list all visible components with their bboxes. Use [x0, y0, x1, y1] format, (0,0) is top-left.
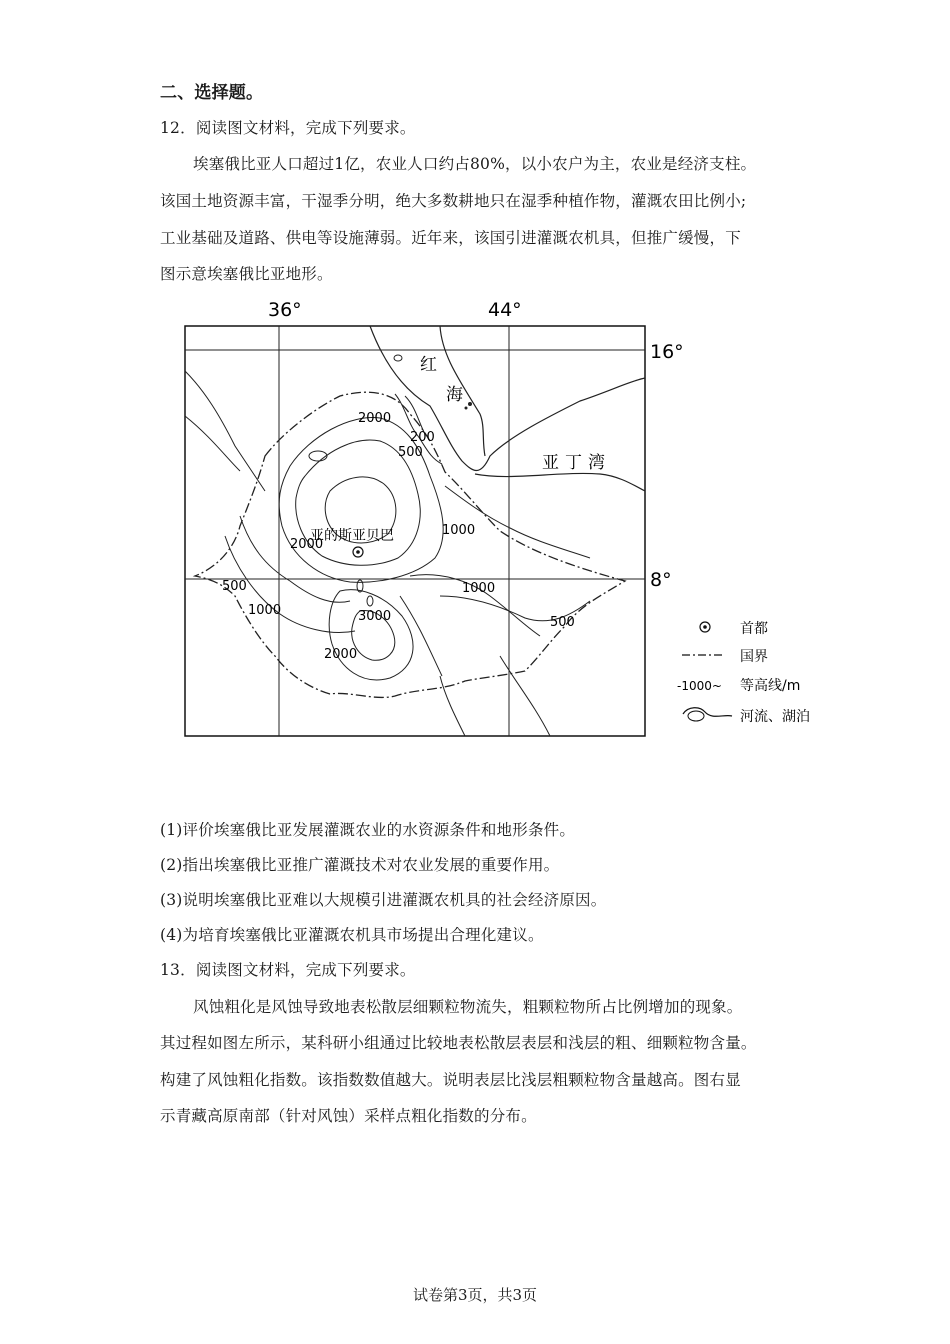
- capital-label: 亚的斯亚贝巴: [310, 528, 394, 544]
- q12-paragraph-line: 图示意埃塞俄比亚地形。: [160, 265, 333, 283]
- contour-line: [405, 396, 424, 432]
- sea-label-gulf-of-aden: 亚丁湾: [542, 453, 611, 473]
- q12-paragraph-line: 工业基础及道路、供电等设施薄弱。近年来，该国引进灌溉农机具，但推广缓慢，下: [160, 229, 741, 247]
- river: [185, 371, 265, 491]
- capital-marker-dot: [356, 550, 360, 554]
- legend-contour-sample: -1000~: [677, 679, 722, 693]
- lake: [309, 451, 327, 461]
- contour-value: 2000: [358, 411, 392, 426]
- contour-value: 1000: [248, 603, 282, 618]
- q12-subquestion-4: (4)为培育埃塞俄比亚灌溉农机具市场提出合理化建议。: [160, 926, 544, 944]
- contour-value: 2000: [290, 537, 324, 552]
- river: [400, 596, 442, 676]
- legend-capital-label: 首都: [740, 621, 768, 637]
- lat-label-8: 8°: [650, 569, 672, 591]
- lon-label-36: 36°: [268, 299, 302, 321]
- lake: [394, 355, 402, 361]
- sea-label-sea: 海: [446, 385, 463, 405]
- q13-paragraph-line: 风蚀粗化是风蚀导致地表松散层细颗粒物流失，粗颗粒物所占比例增加的现象。: [193, 998, 743, 1016]
- island: [465, 407, 468, 410]
- map-frame: [185, 326, 645, 736]
- legend-contour-label: 等高线/m: [740, 678, 801, 694]
- lake: [367, 596, 373, 606]
- q12-subquestion-3: (3)说明埃塞俄比亚难以大规模引进灌溉农机具的社会经济原因。: [160, 891, 607, 909]
- contour-value: 500: [398, 445, 423, 460]
- river: [185, 416, 240, 471]
- river: [500, 656, 550, 736]
- contour-value: 1000: [462, 581, 496, 596]
- contour-value: 1000: [442, 523, 476, 538]
- contour-line: [329, 590, 413, 680]
- q12-subquestion-2: (2)指出埃塞俄比亚推广灌溉技术对农业发展的重要作用。: [160, 856, 560, 874]
- q13-paragraph-line: 示青藏高原南部（针对风蚀）采样点粗化指数的分布。: [160, 1107, 537, 1125]
- contour-value: 500: [550, 615, 575, 630]
- legend-river-lake-label: 河流、湖泊: [740, 709, 810, 725]
- map-legend: [677, 621, 810, 725]
- q12-subquestion-1: (1)评价埃塞俄比亚发展灌溉农业的水资源条件和地形条件。: [160, 821, 576, 839]
- q13-title: 13．阅读图文材料，完成下列要求。: [160, 961, 416, 979]
- island: [468, 402, 472, 406]
- contour-value: 2000: [324, 647, 358, 662]
- q12-title: 12．阅读图文材料，完成下列要求。: [160, 119, 416, 137]
- contour-value: 200: [410, 430, 435, 445]
- legend-lake-icon: [688, 711, 704, 721]
- page-footer: 试卷第3页，共3页: [412, 1286, 538, 1304]
- lon-label-44: 44°: [488, 299, 522, 321]
- contour-value: 500: [222, 579, 247, 594]
- q13-paragraph-line: 其过程如图左所示，某科研小组通过比较地表松散层表层和浅层的粗、细颗粒物含量。: [160, 1034, 757, 1052]
- sea-label-red: 红: [420, 355, 437, 375]
- contour-line: [445, 486, 590, 558]
- section-heading: 二、选择题。: [160, 83, 264, 103]
- legend-capital-icon-dot: [703, 625, 707, 629]
- legend-border-label: 国界: [740, 649, 768, 665]
- gulf-of-aden-coastline: [475, 473, 645, 491]
- q13-paragraph-line: 构建了风蚀粗化指数。该指数数值越大。说明表层比浅层粗颗粒物含量越高。图右显: [160, 1071, 741, 1089]
- q12-paragraph-line: 该国土地资源丰富，干湿季分明，绝大多数耕地只在湿季种植作物，灌溉农田比例小;: [160, 192, 747, 210]
- contour-value: 3000: [358, 609, 392, 624]
- ethiopia-topographic-map: [180, 296, 850, 744]
- q12-paragraph-line: 埃塞俄比亚人口超过1亿，农业人口约占80%，以小农户为主，农业是经济支柱。: [193, 155, 757, 173]
- lat-label-16: 16°: [650, 341, 684, 363]
